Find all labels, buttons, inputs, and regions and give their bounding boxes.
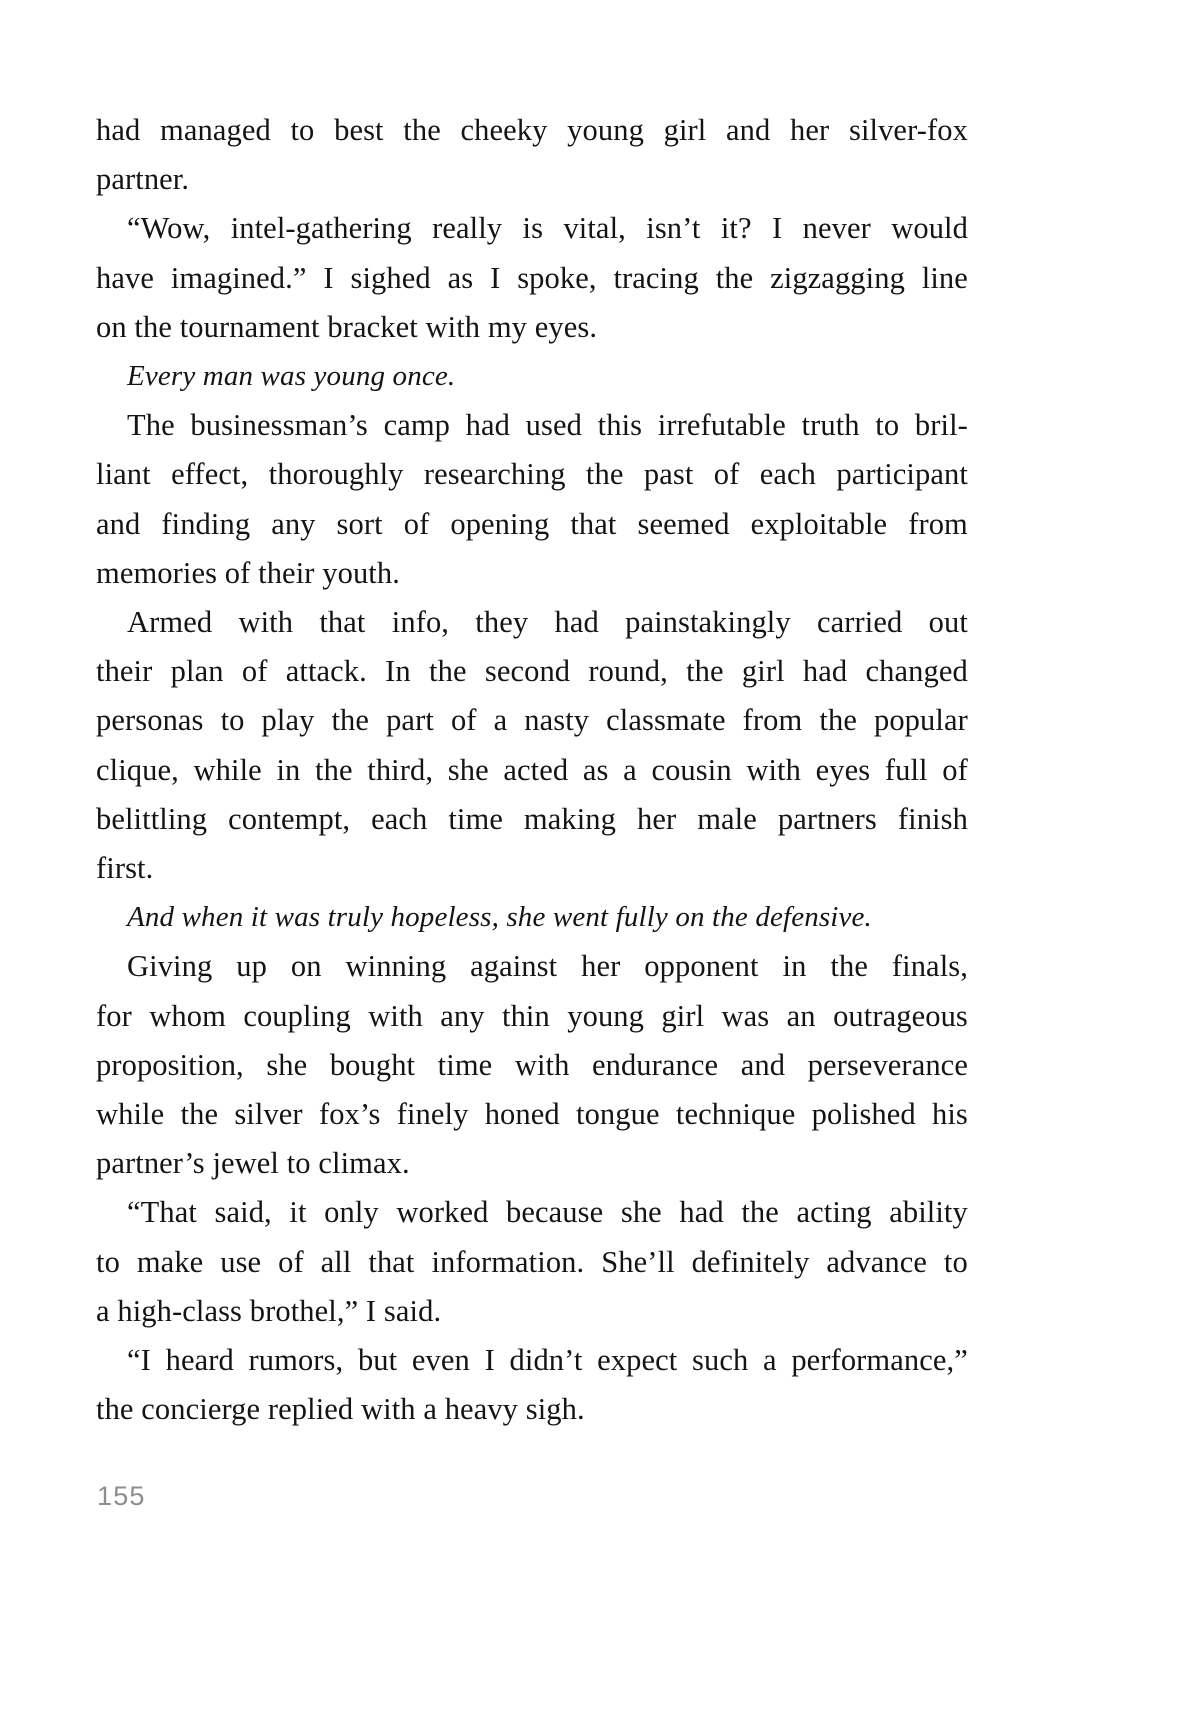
word: finals, — [891, 949, 968, 984]
word: outrageous — [833, 998, 968, 1033]
word: third, — [367, 752, 434, 787]
word: the — [315, 752, 353, 787]
word: exploitable — [750, 506, 888, 541]
text-line — [96, 106, 968, 155]
word: effect, — [171, 457, 249, 492]
word: classmate — [606, 703, 726, 738]
word: they — [475, 605, 529, 640]
word: from — [908, 506, 968, 541]
text-line: partner. — [96, 162, 190, 197]
word: is — [522, 211, 544, 246]
word: time — [448, 801, 503, 836]
word: making — [523, 801, 617, 836]
text-line: Every man was young once. — [127, 360, 456, 393]
word: silver — [234, 1097, 303, 1132]
word: seemed — [637, 506, 730, 541]
word: “Wow, — [127, 211, 211, 246]
text-line — [96, 1238, 968, 1287]
word: with — [368, 998, 423, 1033]
word: bought — [329, 1047, 416, 1082]
word: businessman’s — [190, 408, 368, 443]
page-number: 155 — [97, 1481, 146, 1511]
word: the — [830, 949, 868, 984]
word: had — [554, 605, 599, 640]
word: “That — [127, 1195, 197, 1230]
paragraph — [96, 893, 968, 942]
word: any — [440, 998, 485, 1033]
word: the — [741, 1195, 779, 1230]
word: the — [686, 654, 724, 689]
word: his — [932, 1097, 968, 1132]
word: finely — [396, 1097, 469, 1132]
word: tongue — [576, 1097, 660, 1132]
word: worked — [396, 1195, 489, 1230]
word: each — [759, 457, 817, 492]
word: The — [127, 408, 175, 443]
word: girl — [741, 654, 785, 689]
word: and — [740, 1047, 786, 1082]
word: carried — [817, 605, 903, 640]
text-line: partner’s jewel to climax. — [96, 1146, 410, 1181]
word: definitely — [691, 1244, 810, 1279]
word: such — [692, 1343, 749, 1378]
word: contempt, — [228, 801, 351, 836]
paragraph — [96, 106, 968, 204]
word: performance,” — [791, 1343, 968, 1378]
text-line — [96, 942, 968, 991]
text-line: a high-class brothel,” I said. — [96, 1293, 442, 1328]
word: past — [643, 457, 694, 492]
text-line — [96, 450, 968, 499]
word: young — [567, 998, 644, 1033]
word: any — [271, 506, 316, 541]
word: and — [726, 113, 771, 147]
word: from — [742, 703, 803, 738]
word: she — [266, 1047, 308, 1082]
word: proposition, — [96, 1047, 244, 1082]
word: silver-fox — [848, 113, 968, 147]
word: “I — [127, 1343, 151, 1378]
word: information. — [431, 1244, 585, 1279]
word: the — [180, 1097, 219, 1132]
word: second — [484, 654, 571, 689]
word: with — [238, 605, 294, 640]
word: acted — [503, 752, 569, 787]
text-line — [96, 254, 968, 303]
word: sighed — [350, 260, 431, 295]
word: time — [437, 1047, 493, 1082]
word: of — [942, 752, 968, 787]
text-line: memories of their youth. — [96, 555, 400, 590]
word: didn’t — [509, 1343, 583, 1378]
word: I — [484, 1343, 495, 1378]
word: against — [470, 949, 558, 984]
word: cousin — [651, 752, 732, 787]
word: use — [220, 1244, 262, 1279]
word: fox’s — [318, 1097, 381, 1132]
word: all — [320, 1244, 352, 1279]
page-text-block — [96, 106, 968, 1434]
word: opening — [450, 506, 550, 541]
word: to — [220, 703, 245, 738]
text-line: the concierge replied with a heavy sigh. — [96, 1392, 585, 1427]
word: of — [241, 654, 268, 689]
text-line — [96, 1041, 968, 1090]
word: researching — [423, 457, 566, 492]
word: nasty — [524, 703, 590, 738]
word: partners — [777, 801, 877, 836]
word: in — [276, 752, 301, 787]
paragraph — [96, 1188, 968, 1336]
paragraph — [96, 401, 968, 598]
text-line: And when it was truly hopeless, she went fully on the defensive. — [127, 901, 872, 934]
word: it — [289, 1195, 307, 1230]
word: her — [790, 113, 830, 147]
word: she — [620, 1195, 662, 1230]
word: best — [334, 113, 384, 147]
word: I — [771, 211, 783, 246]
word: spoke, — [517, 260, 597, 295]
word: up — [236, 949, 267, 984]
word: of — [450, 703, 477, 738]
word: only — [324, 1195, 379, 1230]
word: was — [721, 998, 770, 1033]
word: make — [136, 1244, 204, 1279]
word: plan — [170, 654, 224, 689]
word: young — [567, 113, 644, 147]
text-line — [96, 500, 968, 549]
word: perseverance — [807, 1047, 968, 1082]
word: an — [786, 998, 816, 1033]
word: her — [636, 801, 677, 836]
word: she — [447, 752, 489, 787]
paragraph — [96, 352, 968, 401]
word: even — [411, 1343, 470, 1378]
word: winning — [345, 949, 447, 984]
word: whom — [149, 998, 226, 1033]
text-line — [96, 1188, 968, 1237]
word: each — [371, 801, 428, 836]
text-line: first. — [96, 851, 154, 886]
text-line — [96, 1336, 968, 1385]
word: to — [875, 408, 900, 443]
paragraph — [96, 1336, 968, 1434]
word: for — [96, 998, 132, 1033]
word: a — [493, 703, 508, 738]
word: expect — [597, 1343, 678, 1378]
word: coupling — [243, 998, 351, 1033]
word: imagined.” — [170, 260, 307, 295]
word: truth — [801, 408, 860, 443]
word: polished — [811, 1097, 916, 1132]
word: opponent — [644, 949, 759, 984]
word: the — [715, 260, 754, 295]
paragraph — [96, 204, 968, 352]
word: camp — [383, 408, 451, 443]
word: finding — [161, 506, 251, 541]
word: managed — [160, 113, 271, 147]
word: girl — [661, 998, 705, 1033]
word: had — [802, 654, 848, 689]
word: never — [802, 211, 871, 246]
word: In — [385, 654, 411, 689]
word: I — [490, 260, 501, 295]
word: this — [597, 408, 643, 443]
word: vital, — [563, 211, 626, 246]
word: of — [403, 506, 430, 541]
word: rumors, — [248, 1343, 344, 1378]
text-line — [96, 795, 968, 844]
word: as — [447, 260, 474, 295]
word: while — [96, 1097, 165, 1132]
text-line — [96, 204, 968, 253]
word: on — [290, 949, 322, 984]
word: attack. — [285, 654, 367, 689]
word: because — [506, 1195, 604, 1230]
word: a — [623, 752, 637, 787]
word: painstakingly — [625, 605, 791, 640]
word: Armed — [127, 605, 213, 640]
text-line — [96, 598, 968, 647]
word: Giving — [127, 949, 213, 984]
word: with — [746, 752, 801, 787]
word: heard — [165, 1343, 234, 1378]
word: her — [581, 949, 621, 984]
paragraph — [96, 942, 968, 1188]
word: acting — [796, 1195, 872, 1230]
word: out — [928, 605, 968, 640]
word: with — [514, 1047, 570, 1082]
word: round, — [588, 654, 668, 689]
word: male — [697, 801, 757, 836]
text-line — [96, 746, 968, 795]
word: have — [96, 260, 154, 295]
word: thoroughly — [268, 457, 404, 492]
word: used — [525, 408, 582, 443]
word: of — [713, 457, 740, 492]
text-line — [96, 401, 968, 450]
word: participant — [836, 457, 968, 492]
word: it? — [720, 211, 752, 246]
text-line — [96, 1090, 968, 1139]
text-line — [96, 992, 968, 1041]
word: girl — [663, 113, 707, 147]
word: but — [357, 1343, 398, 1378]
word: thin — [502, 998, 550, 1033]
word: had — [465, 408, 511, 443]
word: to — [290, 113, 315, 147]
word: honed — [484, 1097, 560, 1132]
word: had — [96, 113, 141, 147]
word: popular — [873, 703, 968, 738]
word: changed — [865, 654, 968, 689]
word: personas — [96, 703, 204, 738]
word: intel-gathering — [230, 211, 412, 246]
text-line: on the tournament bracket with my eyes. — [96, 309, 598, 344]
word: ability — [889, 1195, 968, 1230]
word: and — [96, 506, 141, 541]
word: advance — [826, 1244, 927, 1279]
word: of — [278, 1244, 304, 1279]
word: clique, — [96, 752, 179, 787]
word: their — [96, 654, 153, 689]
word: irrefutable — [657, 408, 786, 443]
word: cheeky — [460, 113, 548, 147]
word: I — [323, 260, 334, 295]
word: endurance — [591, 1047, 719, 1082]
word: in — [782, 949, 807, 984]
word: isn’t — [646, 211, 701, 246]
text-line — [96, 696, 968, 745]
word: had — [679, 1195, 724, 1230]
word: the — [403, 113, 441, 147]
word: the — [819, 703, 857, 738]
word: would — [891, 211, 968, 246]
word: line — [921, 260, 968, 295]
word: full — [884, 752, 928, 787]
text-line — [96, 647, 968, 696]
word: bril- — [914, 408, 968, 443]
word: that — [570, 506, 617, 541]
word: to — [943, 1244, 968, 1279]
word: the — [585, 457, 624, 492]
word: a — [763, 1343, 777, 1378]
word: zigzagging — [770, 260, 905, 295]
word: eyes — [815, 752, 871, 787]
word: the — [331, 703, 370, 738]
word: liant — [96, 457, 151, 492]
word: as — [582, 752, 609, 787]
word: sort — [336, 506, 383, 541]
word: said, — [214, 1195, 272, 1230]
word: finish — [897, 801, 968, 836]
word: really — [432, 211, 503, 246]
word: tracing — [613, 260, 699, 295]
word: play — [261, 703, 315, 738]
word: the — [429, 654, 467, 689]
word: info, — [391, 605, 450, 640]
word: to — [96, 1244, 120, 1279]
word: while — [193, 752, 262, 787]
word: part — [386, 703, 434, 738]
word: technique — [675, 1097, 796, 1132]
word: belittling — [96, 801, 208, 836]
word: that — [368, 1244, 415, 1279]
paragraph — [96, 598, 968, 893]
word: She’ll — [601, 1244, 675, 1279]
word: that — [319, 605, 366, 640]
